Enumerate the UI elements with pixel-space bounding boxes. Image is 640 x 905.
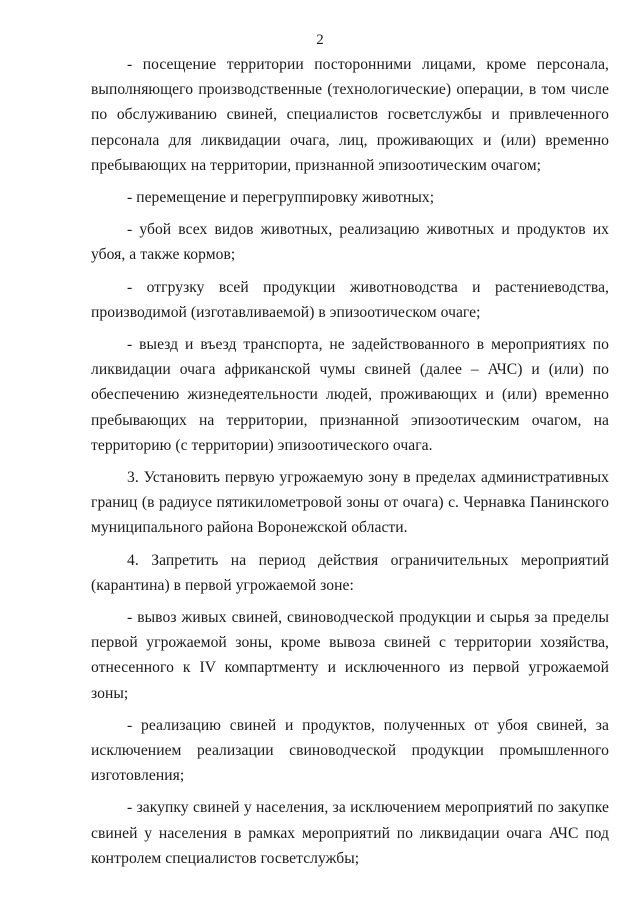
paragraph-prohibit-purchase-pigs: - закупку свиней у населения, за исключением мероприятий по закупке свиней у населения в рамках мероприятий по ликвидации очага АЧС под контролем специалистов госветслужбы; <box>91 799 609 867</box>
paragraph-item-3-first-zone: 3. Установить первую угрожаемую зону в пределах административных границ (в радиусе пятикилометровой зоны от очага) с. Чернавка Панинского муниципального района Воронежской области. <box>91 469 609 537</box>
paragraph-prohibit-sale-pigs: - реализацию свиней и продуктов, полученных от убоя свиней, за исключением реализации свиноводческой продукции промышленного изготовления; <box>91 716 609 785</box>
paragraph-prohibit-moving-animals: - перемещение и перегруппировку животных; <box>127 189 435 207</box>
page-number: 2 <box>316 32 324 48</box>
paragraph-prohibit-slaughter: - убой всех видов животных, реализацию животных и продуктов их убоя, а также кормов; <box>91 221 609 264</box>
paragraph-prohibit-visits: - посещение территории посторонними лицами, кроме персонала, выполняющего производственные (технологические) операции, в том числе по обслуживанию свиней, специалистов госветслужбы и привлеченного персонала для ликвидации очага, лиц, проживающих и (или) временно пребывающих на территории, признанной эпизоотическим очагом; <box>91 56 609 174</box>
document-body <box>91 52 609 878</box>
paragraph-prohibit-transport: - выезд и въезд транспорта, не задействованного в мероприятиях по ликвидации очага африканской чумы свиней (далее – АЧС) и (или) по обеспечению жизнедеятельности людей, проживающих и (или) временно пребывающих на территории, признанной эпизоотическим очагом, на территорию (с территории) эпизоотического очага. <box>91 336 609 454</box>
paragraph-prohibit-export-pigs: - вывоз живых свиней, свиноводческой продукции и сырья за пределы первой угрожаемой зоны, кроме вывоза свиней с территории хозяйства, отнесенного к IV компартменту и исключенного из первой угрожаемой зоны; <box>91 609 609 702</box>
paragraph-prohibit-shipment: - отгрузку всей продукции животноводства и растениеводства, производимой (изготавливаемой) в эпизоотическом очаге; <box>91 278 609 321</box>
paragraph-item-4-prohibit: 4. Запретить на период действия ограничительных мероприятий (карантина) в первой угрожаемой зоне: <box>91 551 609 594</box>
